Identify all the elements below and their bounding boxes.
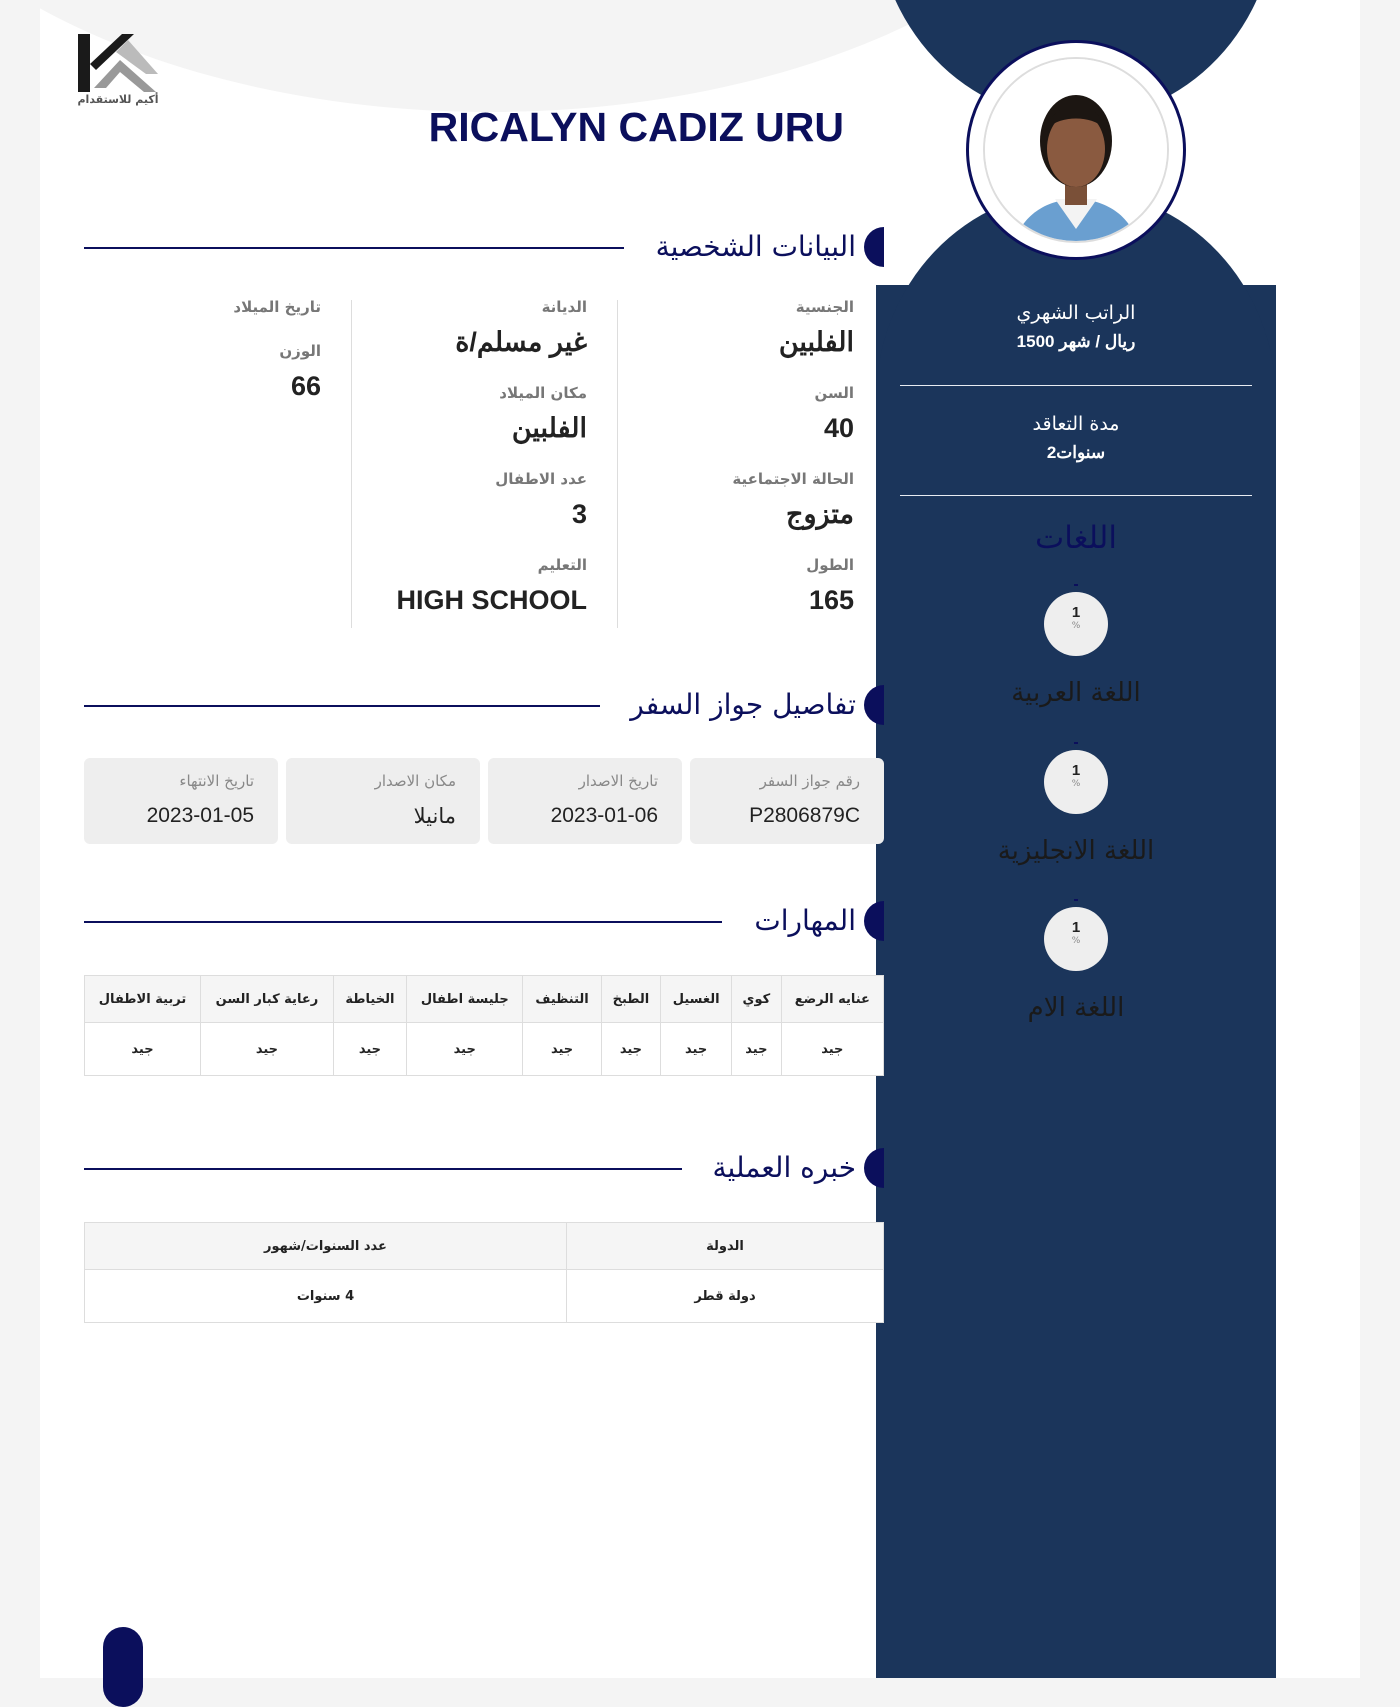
table-cell: جيد bbox=[661, 1023, 732, 1076]
section-title: تفاصيل جواز السفر bbox=[630, 688, 856, 721]
passport-card bbox=[690, 758, 884, 844]
passport-value: P2806879C bbox=[749, 804, 860, 827]
table-header-cell: الطبخ bbox=[601, 976, 661, 1023]
passport-label: تاريخ الاصدار bbox=[578, 772, 658, 790]
passport-card bbox=[488, 758, 682, 844]
table-cell: جيد bbox=[407, 1023, 523, 1076]
field-label: تاريخ الميلاد bbox=[233, 298, 321, 316]
field-label: مكان الميلاد bbox=[499, 384, 587, 402]
section-cap bbox=[864, 1148, 884, 1188]
salary-label: الراتب الشهري bbox=[1016, 302, 1136, 324]
logo-text: أكيم للاستقدام bbox=[77, 93, 159, 106]
table-cell: 4 سنوات bbox=[85, 1270, 567, 1323]
table-cell: جيد bbox=[85, 1023, 201, 1076]
language-level-circle bbox=[1044, 750, 1108, 814]
table-header-cell: عدد السنوات/شهور bbox=[85, 1223, 567, 1270]
profile-photo bbox=[983, 57, 1169, 243]
table-cell: دولة قطر bbox=[567, 1270, 884, 1323]
language-name: اللغة العربية bbox=[1011, 678, 1141, 708]
contract-label: مدة التعاقد bbox=[1032, 413, 1120, 435]
field-value: 165 bbox=[808, 585, 854, 615]
passport-label: تاريخ الانتهاء bbox=[179, 772, 254, 790]
footer-decoration bbox=[103, 1627, 143, 1707]
language-level-circle bbox=[1044, 592, 1108, 656]
language-level: 1 bbox=[1071, 604, 1081, 621]
table-cell: جيد bbox=[523, 1023, 601, 1076]
field-label: الوزن bbox=[279, 342, 321, 360]
passport-label: مكان الاصدار bbox=[374, 772, 456, 790]
language-dot bbox=[1074, 584, 1078, 586]
table-cell: جيد bbox=[781, 1023, 883, 1076]
table-header-cell: التنظيف bbox=[523, 976, 601, 1023]
field-value: الفلبين bbox=[511, 413, 587, 443]
section-rule bbox=[84, 921, 722, 923]
table-header-cell: الخياطة bbox=[333, 976, 406, 1023]
field-value: 66 bbox=[290, 371, 321, 401]
language-unit: % bbox=[1071, 779, 1081, 789]
table-header-cell: كوي bbox=[732, 976, 782, 1023]
field-value: 3 bbox=[571, 499, 587, 529]
field-label: الحالة الاجتماعية bbox=[732, 470, 854, 488]
section-rule bbox=[84, 1168, 682, 1170]
passport-card bbox=[286, 758, 480, 844]
field-label: السن bbox=[814, 384, 854, 402]
language-name: اللغة الانجليزية bbox=[997, 836, 1155, 866]
section-header-skills bbox=[84, 901, 884, 941]
section-cap bbox=[864, 685, 884, 725]
table-header-cell: جليسة اطفال bbox=[407, 976, 523, 1023]
personal-column-3 bbox=[55, 296, 321, 426]
language-level: 1 bbox=[1071, 762, 1081, 779]
field-value: غير مسلم/ة bbox=[455, 327, 587, 357]
table-header-cell: تربية الاطفال bbox=[85, 976, 201, 1023]
skills-table bbox=[84, 975, 884, 1076]
passport-value: مانيلا bbox=[413, 805, 456, 828]
experience-table bbox=[84, 1222, 884, 1323]
table-row bbox=[85, 1270, 884, 1323]
field-label: عدد الاطفال bbox=[495, 470, 587, 488]
language-unit: % bbox=[1071, 936, 1081, 946]
language-level-circle bbox=[1044, 907, 1108, 971]
table-header-cell: الغسيل bbox=[661, 976, 732, 1023]
section-cap bbox=[864, 227, 884, 267]
passport-label: رقم جواز السفر bbox=[759, 772, 860, 790]
section-rule bbox=[84, 247, 624, 249]
section-title: البيانات الشخصية bbox=[655, 230, 856, 263]
language-unit: % bbox=[1071, 621, 1081, 631]
column-separator bbox=[351, 300, 352, 628]
sidebar-divider bbox=[900, 495, 1252, 496]
language-name: اللغة الام bbox=[1027, 993, 1125, 1023]
table-cell: جيد bbox=[201, 1023, 334, 1076]
column-separator bbox=[617, 300, 618, 628]
language-dot bbox=[1074, 742, 1078, 744]
section-cap bbox=[864, 901, 884, 941]
salary-block bbox=[900, 302, 1252, 352]
field-value: HIGH SCHOOL bbox=[396, 585, 587, 615]
table-cell: جيد bbox=[732, 1023, 782, 1076]
section-title: المهارات bbox=[754, 904, 856, 937]
contract-value: 2سنوات bbox=[1046, 443, 1106, 462]
passport-value: 2023-01-06 bbox=[550, 804, 658, 827]
table-header-cell: رعاية كبار السن bbox=[201, 976, 334, 1023]
language-level: 1 bbox=[1071, 919, 1081, 936]
field-label: التعليم bbox=[537, 556, 587, 574]
field-value: الفلبين bbox=[778, 327, 854, 357]
table-row bbox=[85, 1023, 884, 1076]
field-label: الطول bbox=[806, 556, 854, 574]
table-header-row bbox=[85, 1223, 884, 1270]
field-label: الديانة bbox=[541, 298, 587, 316]
sidebar-divider bbox=[900, 385, 1252, 386]
field-value: 40 bbox=[823, 413, 854, 443]
field-value: متزوج bbox=[786, 499, 854, 529]
passport-value: 2023-01-05 bbox=[146, 804, 254, 827]
section-header-personal bbox=[84, 227, 884, 267]
field-label: الجنسية bbox=[795, 298, 854, 316]
personal-column-2 bbox=[321, 296, 587, 640]
section-header-passport bbox=[84, 685, 884, 725]
section-rule bbox=[84, 705, 600, 707]
table-header-row bbox=[85, 976, 884, 1023]
languages-title: اللغات bbox=[1035, 520, 1117, 556]
candidate-name: RICALYN CADIZ URU bbox=[428, 104, 844, 150]
salary-value: 1500 ريال / شهر bbox=[1016, 332, 1136, 351]
contract-block bbox=[900, 413, 1252, 463]
language-dot bbox=[1074, 899, 1078, 901]
table-cell: جيد bbox=[333, 1023, 406, 1076]
table-header-cell: عنايه الرضع bbox=[781, 976, 883, 1023]
personal-column-1 bbox=[588, 296, 854, 640]
passport-card bbox=[84, 758, 278, 844]
section-header-experience bbox=[84, 1148, 884, 1188]
section-title: خبره العملية bbox=[712, 1151, 856, 1184]
table-header-cell: الدولة bbox=[567, 1223, 884, 1270]
table-cell: جيد bbox=[601, 1023, 661, 1076]
